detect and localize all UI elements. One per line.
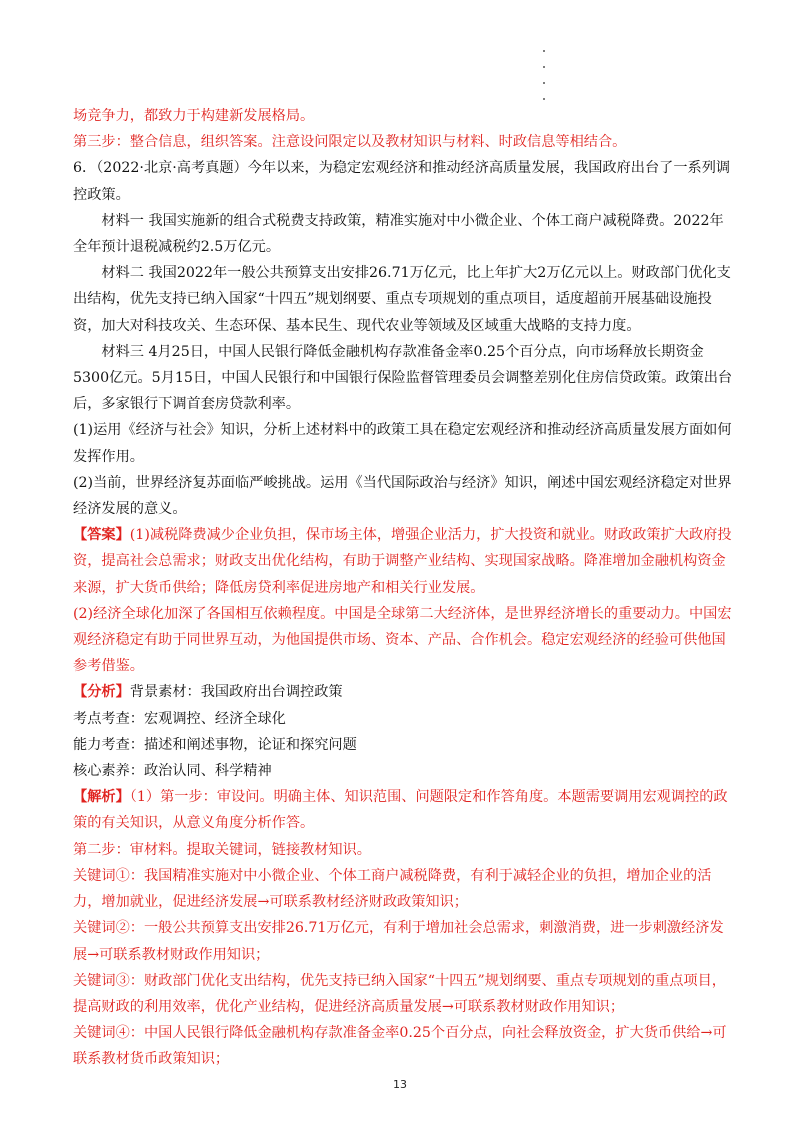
material-2: 材料二 我国2022年一般公共预算支出安排26.71万亿元，比上年扩大2万亿元以上。财政部门优化支出结构，优先支持已纳入国家“十四五”规划纲要、重点专项规划的重点项目，适度超前开展基础设施投资，加大对科技攻关、生态环保、基本民生、现代农业等领域及区域重大战略的支持力度。 [73, 265, 731, 334]
step-three-line: 第三步：整合信息，组织答案。注意设问限定以及教材知识与材料、时政信息等相结合。 [73, 134, 627, 151]
analysis-line-1 [73, 679, 733, 705]
analysis-line-3: 能力考查：描述和阐述事物，论证和探究问题 [73, 736, 357, 753]
previous-text-line: 场竞争力，都致力于构建新发展格局。 [73, 108, 315, 124]
sub-question-2: (2)当前，世界经济复苏面临严峻挑战。运用《当代国际政治与经济》知识，阐述中国宏观经济稳定对世界经济发展的意义。 [73, 474, 732, 518]
explanation-line-1 [73, 784, 733, 836]
keyword-1: 关键词①：我国精准实施对中小微企业、个体工商户减税降费，有利于减轻企业的负担，增加企业的活力，增加就业，促进经济发展→可联系教材经济财政政策知识； [73, 867, 712, 911]
keyword-2: 关键词②：一般公共预算支出安排26.71万亿元，有利于增加社会总需求，刺激消费，进一步刺激经济发展→可联系教材财政作用知识； [73, 920, 724, 963]
answer-part-2: (2)经济全球化加深了各国相互依赖程度。中国是全球第二大经济体，是世界经济增长的重要动力。中国宏观经济稳定有助于同世界互动，为他国提供市场、资本、产品、合作机会。稳定宏观经济的经验可供他国参考借鉴。 [73, 605, 732, 675]
answer-part-1 [73, 522, 733, 601]
keyword-3: 关键词③：财政部门优化支出结构，优先支持已纳入国家“十四五”规划纲要、重点专项规划的重点项目，提高财政的利用效率，优化产业结构，促进经济高质量发展→可联系教材财政作用知识； [73, 972, 726, 1015]
answer-1-text: (1)减税降费减少企业负担，保市场主体，增强企业活力，扩大投资和就业。财政政策扩大政府投资，提高社会总需求；财政支出优化结构，有助于调整产业结构、实现国家战略。降准增加金融机构资金来源，扩大货币供给；降低房贷利率促进房地产和相关行业发展。 [73, 527, 732, 596]
analysis-1-text: 背景素材：我国政府出台调控政策 [129, 684, 343, 701]
explanation-line-2: 第二步：审材料。提取关键词，链接教材知识。 [73, 841, 371, 858]
page-content [73, 103, 733, 1073]
answer-tag: 【答案】 [73, 527, 130, 544]
explanation-tag: 【解析】 [73, 789, 130, 806]
question-6-stem: 6．（2022·北京·高考真题）今年以来，为稳定宏观经济和推动经济高质量发展，我国政府出台了一系列调控政策。 [73, 160, 731, 203]
explanation-1-text: （1）第一步：审设问。明确主体、知识范围、问题限定和作答角度。本题需要调用宏观调控的政策的有关知识，从意义角度分析作答。 [73, 789, 728, 832]
keyword-4: 关键词④：中国人民银行降低金融机构存款准备金率0.25个百分点，向社会释放资金，扩大货币供给→可联系教材货币政策知识； [73, 1025, 727, 1068]
page-number: 13 [393, 1078, 407, 1091]
material-1: 材料一 我国实施新的组合式税费支持政策，精准实施对中小微企业、个体工商户减税降费。2022年全年预计退税减税约2.5万亿元。 [73, 212, 724, 256]
analysis-line-2: 考点考查：宏观调控、经济全球化 [73, 710, 286, 727]
material-3: 材料三 4月25日，中国人民银行降低金融机构存款准备金率0.25个百分点，向市场释放长期资金5300亿元。5月15日，中国人民银行和中国银行保险监督管理委员会调整差别化住房信贷政策。政策出台后，多家银行下调首套房贷款利率。 [73, 343, 733, 413]
analysis-line-4: 核心素养：政治认同、科学精神 [73, 763, 272, 780]
sub-question-1: (1)运用《经济与社会》知识，分析上述材料中的政策工具在稳定宏观经济和推动经济高质量发展方面如何发挥作用。 [73, 422, 732, 465]
analysis-tag: 【分析】 [73, 684, 130, 701]
